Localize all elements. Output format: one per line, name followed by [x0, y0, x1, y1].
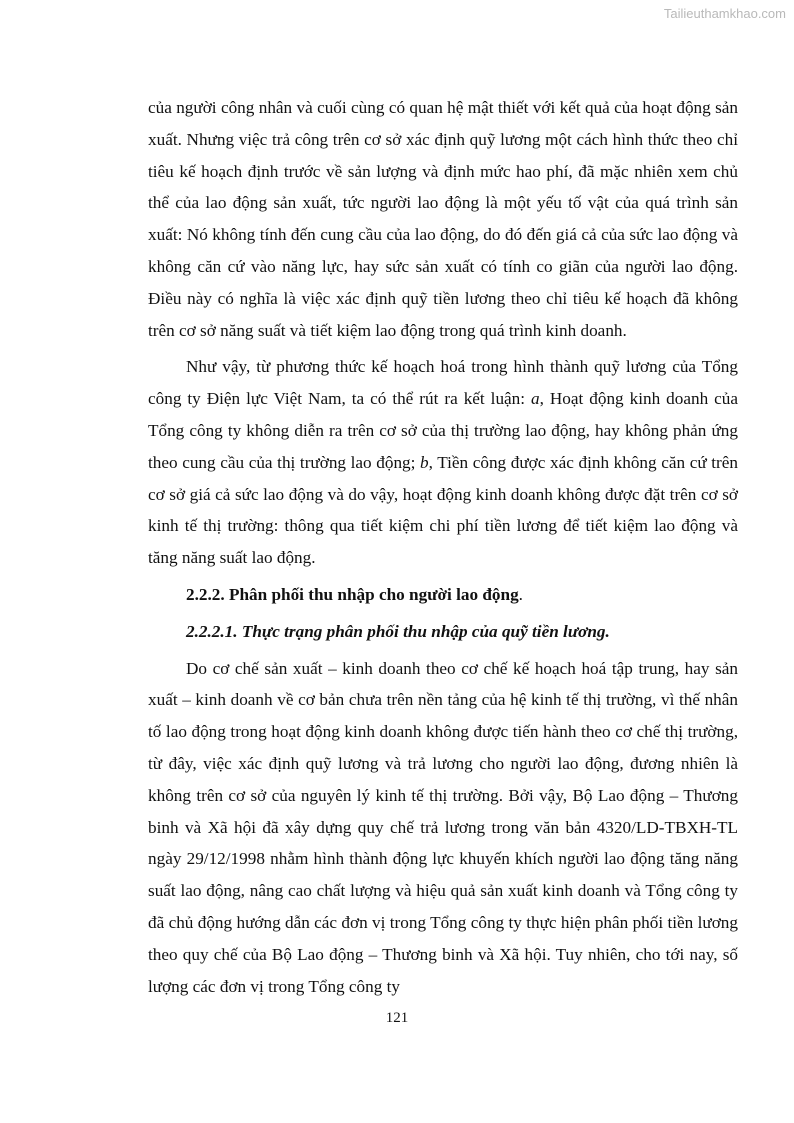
page-number: 121 — [385, 1010, 409, 1026]
paragraph-continuation: của người công nhân và cuối cùng có quan hệ mật thiết với kết quả của hoạt động sản xuất. Nhưng việc trả công trên cơ sở xác định quỹ lương một cách hình thức theo chỉ tiêu kế hoạch định trước về sản lượng và định mức hao phí, đã mặc nhiên xem chủ thể của lao động sản xuất, tức người lao động là một yếu tố vật của quá trình sản xuất: Nó không tính đến cung cầu của lao động, do đó đến giá cả của sức lao động và không căn cứ vào năng lực, hay sức sản xuất có tính co giãn của người lao động. Điều này có nghĩa là việc xác định quỹ tiền lương theo chỉ tiêu kế hoạch đã không trên cơ sở năng suất và tiết kiệm lao động trong quá trình kinh doanh. — [148, 98, 738, 340]
paragraph-text: Như vậy, từ phương thức kế hoạch hoá trong hình thành quỹ lương của Tổng công ty Điện lực Việt Nam, ta có thể rút ra kết luận: — [148, 357, 738, 409]
document-body — [148, 92, 738, 1002]
list-marker-a: a — [531, 389, 540, 409]
section-heading-text: 2.2.2. Phân phối thu nhập cho người lao động — [186, 584, 519, 604]
watermark: Tailieuthamkhao.com — [663, 6, 786, 21]
list-marker-b: b — [420, 452, 429, 472]
paragraph-conclusion — [148, 351, 738, 574]
section-heading — [148, 579, 738, 611]
paragraph-text: , Tiền công được xác định không căn cứ trên cơ sở giá cả sức lao động và do vậy, hoạt động kinh doanh không được đặt trên cơ sở kinh tế thị trường: thông qua tiết kiệm chi phí tiền lương để tiết kiệm lao động và tăng năng suất lao động. — [148, 452, 738, 568]
paragraph-body: Do cơ chế sản xuất – kinh doanh theo cơ chế kế hoạch hoá tập trung, hay sản xuất – kinh doanh về cơ bản chưa trên nền tảng của hệ kinh tế thị trường, vì thế nhân tố lao động trong hoạt động kinh doanh không được tiến hành theo cơ chế thị trường, từ đây, việc xác định quỹ lương và trả lương cho người lao động, đương nhiên là không trên cơ sở của nguyên lý kinh tế thị trường. Bởi vậy, Bộ Lao động – Thương binh và Xã hội đã xây dựng quy chế trả lương trong văn bản 4320/LD-TBXH-TL ngày 29/12/1998 nhằm hình thành động lực khuyến khích người lao động tăng năng suất lao động, nâng cao chất lượng và hiệu quả sản xuất kinh doanh và Tổng công ty đã chủ động hướng dẫn các đơn vị trong Tổng công ty thực hiện phân phối tiền lương theo quy chế của Bộ Lao động – Thương binh và Xã hội. Tuy nhiên, cho tới nay, số lượng các đơn vị trong Tổng công ty — [148, 658, 738, 996]
paragraph-text: , Hoạt động kinh doanh của Tổng công ty không diễn ra trên cơ sở của thị trường lao động, hay không phản ứng theo cung cầu của thị trường lao động; — [148, 389, 738, 472]
subsection-heading: 2.2.2.1. Thực trạng phân phối thu nhập của quỹ tiền lương. — [186, 621, 610, 641]
section-heading-period: . — [518, 584, 523, 604]
